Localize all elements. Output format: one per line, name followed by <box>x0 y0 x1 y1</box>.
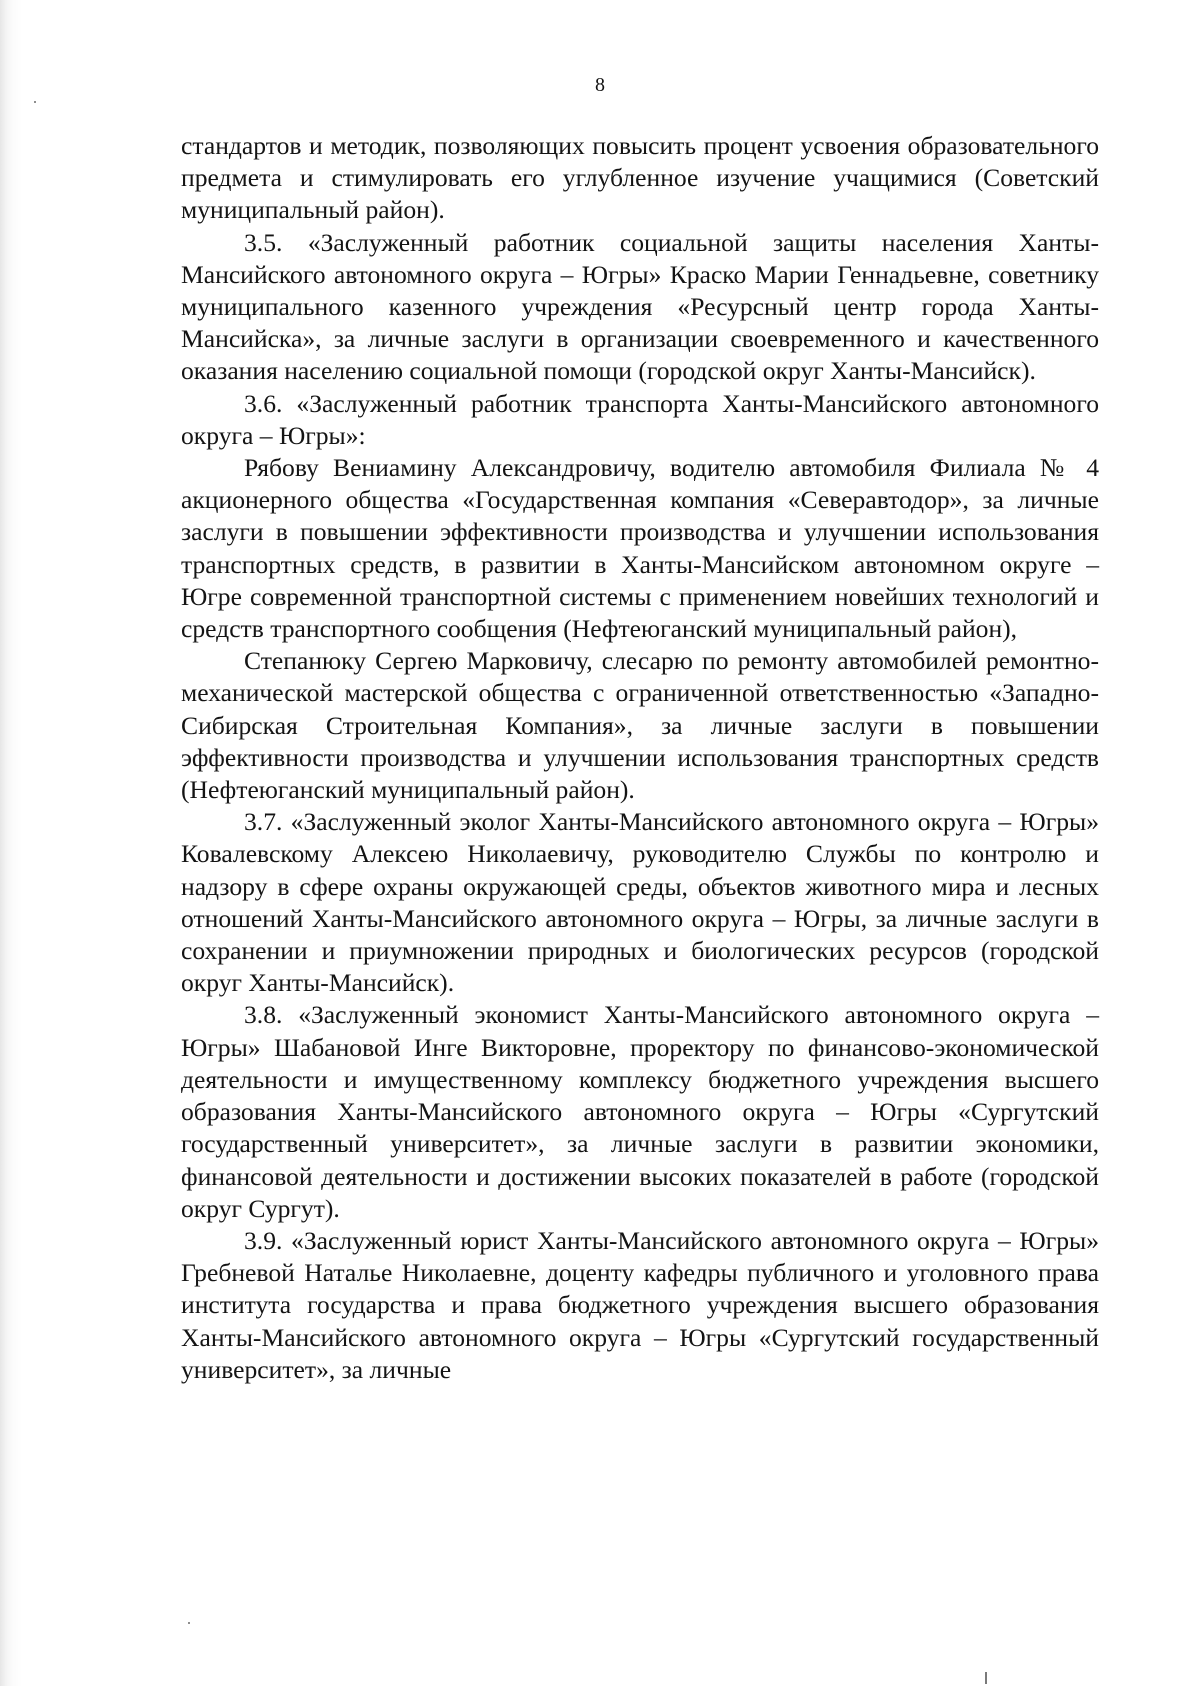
paragraph-item-3-9: 3.9. «Заслуженный юрист Ханты-Мансийского автономного округа – Югры» Гребневой Наталье Николаевне, доценту кафедры публичного и уголовного права института государства и права бюджетного учреждения высшего образования Ханты-Мансийского автономного округа – Югры «Сургутский государственный университет», за личные <box>181 1225 1099 1384</box>
scan-mark <box>985 1672 987 1684</box>
paragraph-item-3-6-ryabov: Рябову Вениамину Александровичу, водителю автомобиля Филиала № 4 акционерного общества «Государственная компания «Северавтодор», за личные заслуги в повышении эффективности производства и улучшении использования транспортных средств, в развитии в Ханты-Мансийском автономном округе – Югре современной транспортной системы с применением новейших технологий и средств транспортного сообщения (Нефтеюганский муниципальный район), <box>181 453 1099 644</box>
page-number: 8 <box>595 74 605 96</box>
paragraph-item-3-6: 3.6. «Заслуженный работник транспорта Ханты-Мансийского автономного округа – Югры»: <box>181 388 1099 450</box>
scan-speck <box>188 1622 190 1624</box>
paragraph-item-3-8: 3.8. «Заслуженный экономист Ханты-Мансийского автономного округа – Югры» Шабановой Инге Викторовне, проректору по финансово-экономической деятельности и имущественному комплексу бюджетного учреждения высшего образования Ханты-Мансийского автономного округа – Югры «Сургутский государственный университет», за личные заслуги в развитии экономики, финансовой деятельности и достижении высоких показателей в работе (городской округ Сургут). <box>181 1000 1099 1223</box>
scan-speck <box>34 101 36 103</box>
paragraph-item-3-7: 3.7. «Заслуженный эколог Ханты-Мансийского автономного округа – Югры» Ковалевскому Алексею Николаевичу, руководителю Службы по контролю и надзору в сфере охраны окружающей среды, объектов животного мира и лесных отношений Ханты-Мансийского автономного округа – Югры, за личные заслуги в сохранении и приумножении природных и биологических ресурсов (городской округ Ханты-Мансийск). <box>181 807 1099 998</box>
paragraph-item-3-5: 3.5. «Заслуженный работник социальной защиты населения Ханты-Мансийского автономного округа – Югры» Краско Марии Геннадьевне, советнику муниципального казенного учреждения «Ресурсный центр города Ханты-Мансийска», за личные заслуги в организации своевременного и качественного оказания населению социальной помощи (городской округ Ханты-Мансийск). <box>181 227 1099 386</box>
paragraph-continuation: стандартов и методик, позволяющих повысить процент усвоения образовательного предмета и стимулировать его углубленное изучение учащимися (Советский муниципальный район). <box>181 131 1099 225</box>
paragraph-item-3-6-stepanyuk: Степанюку Сергею Марковичу, слесарю по ремонту автомобилей ремонтно-механической мастерской общества с ограниченной ответственностью «Западно-Сибирская Строительная Компания», за личные заслуги в повышении эффективности производства и улучшении использования транспортных средств (Нефтеюганский муниципальный район). <box>181 646 1099 805</box>
document-body <box>181 130 1099 1386</box>
scan-edge-shadow <box>0 0 22 1686</box>
